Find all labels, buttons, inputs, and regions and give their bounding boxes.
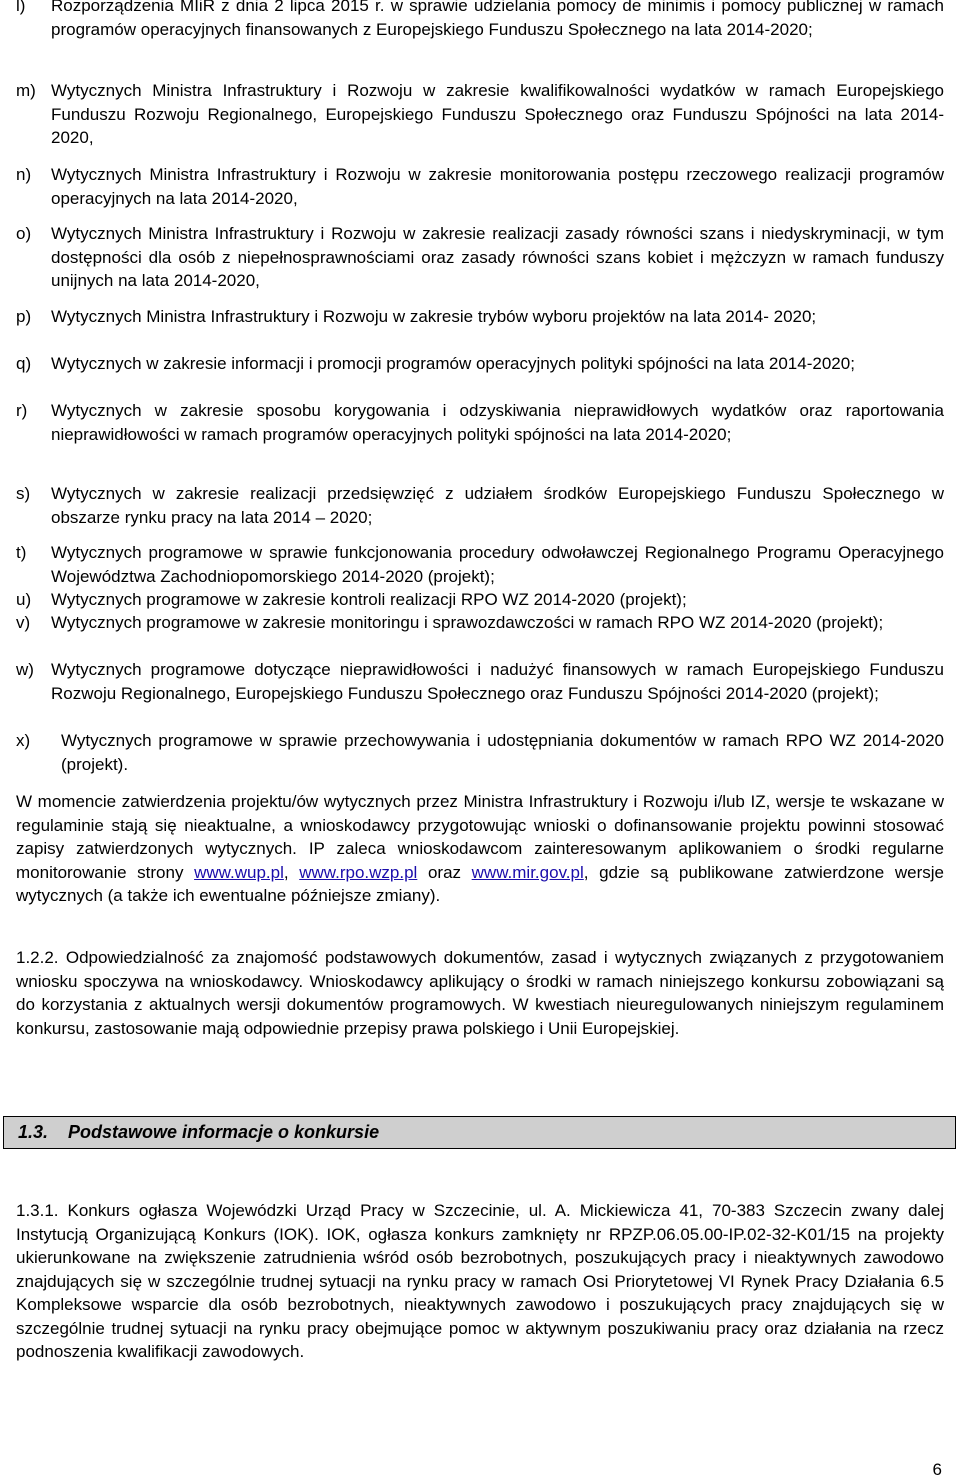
list-item <box>16 222 944 293</box>
list-label: x) <box>16 731 31 750</box>
link-mir[interactable]: www.mir.gov.pl <box>471 862 584 882</box>
section-title: Podstawowe informacje o konkursie <box>68 1121 380 1142</box>
list-text: Wytycznych programowe w zakresie kontroli realizacji RPO WZ 2014-2020 (projekt); <box>51 590 687 609</box>
list-text: Wytycznych w zakresie sposobu korygowania i odzyskiwania nieprawidłowych wydatków oraz raportowania nieprawidłowości w ramach programów operacyjnych polityki spójności na lata 2014-2020; <box>51 401 944 444</box>
list-label: n) <box>16 165 32 184</box>
list-text: Wytycznych programowe dotyczące nieprawidłowości i nadużyć finansowych w ramach Europejskiego Funduszu Rozwoju Regionalnego, Europejskiego Funduszu Społecznego oraz Funduszu Spójności 2014-2020 (projekt); <box>51 660 944 703</box>
list-label: w) <box>16 660 34 679</box>
list-item <box>16 0 944 41</box>
list-item <box>16 399 944 446</box>
link-wup[interactable]: www.wup.pl <box>194 862 284 882</box>
list-text: Wytycznych w zakresie realizacji przedsięwzięć z udziałem środków Europejskiego Funduszu Społecznego w obszarze rynku pracy na lata 2014 – 2020; <box>51 484 944 527</box>
link-rpo-wzp[interactable]: www.rpo.wzp.pl <box>299 862 418 882</box>
list-text: Wytycznych w zakresie informacji i promocji programów operacyjnych polityki spójności na lata 2014-2020; <box>51 354 855 373</box>
separator: oraz <box>427 862 462 882</box>
list-label: q) <box>16 354 32 373</box>
list-text: Wytycznych programowe w zakresie monitoringu i sprawozdawczości w ramach RPO WZ 2014-2020 (projekt); <box>51 613 884 632</box>
page-number: 6 <box>932 1460 942 1479</box>
list-item <box>16 163 944 210</box>
list-text: Rozporządzenia MIiR z dnia 2 lipca 2015 r. w sprawie udzielania pomocy de minimis i pomocy publicznej w ramach programów operacyjnych finansowanych z Europejskiego Funduszu Społecznego na lata 2014-2020; <box>51 0 944 39</box>
list-item <box>16 482 944 529</box>
list-item <box>16 658 944 705</box>
list-label: l) <box>16 0 26 15</box>
separator: , <box>283 862 289 882</box>
list-label: v) <box>16 613 31 632</box>
list-text: Wytycznych Ministra Infrastruktury i Rozwoju w zakresie realizacji zasady równości szans i niedyskryminacji, w tym dostępności dla osób z niepełnosprawnościami oraz zasady równości szans kobiet i mężczyzn w ramach funduszy unijnych na lata 2014-2020, <box>51 224 944 290</box>
list-text: Wytycznych programowe w sprawie funkcjonowania procedury odwoławczej Regionalnego Programu Operacyjnego Województwa Zachodniopomorskiego 2014-2020 (projekt); <box>51 543 944 586</box>
list-label: r) <box>16 401 28 420</box>
list-item <box>16 352 944 376</box>
list-item <box>16 729 944 776</box>
paragraph-text: , gdzie są publikowane zatwierdzone wersje wytycznych (a także ich ewentualne późniejsze zmiany). <box>16 862 944 905</box>
paragraph-1-2-2: 1.2.2. Odpowiedzialność za znajomość podstawowych dokumentów, zasad i wytycznych związanych z przygotowaniem wniosku spoczywa na wnioskodawcy. Wnioskodawcy aplikujący o środki w ramach niniejszego konkursu zobowiązani są do korzystania z aktualnych wersji dokumentów programowych. W kwestiach nieuregulowanych niniejszym regulaminem konkursu, zastosowanie mają odpowiednie przepisy prawa polskiego i Unii Europejskiej. <box>16 948 944 1038</box>
list-label: p) <box>16 307 32 326</box>
section-heading <box>3 1116 956 1149</box>
list-item <box>16 541 944 588</box>
list-label: m) <box>16 81 36 100</box>
list-label: s) <box>16 484 31 503</box>
list-text: Wytycznych Ministra Infrastruktury i Rozwoju w zakresie monitorowania postępu rzeczowego realizacji programów operacyjnych na lata 2014-2020, <box>51 165 944 208</box>
list-label: o) <box>16 224 32 243</box>
section-number: 1.3. <box>18 1121 49 1142</box>
list-label: u) <box>16 590 32 609</box>
list-label: t) <box>16 543 27 562</box>
list-text: Wytycznych Ministra Infrastruktury i Rozwoju w zakresie kwalifikowalności wydatków w ramach Europejskiego Funduszu Rozwoju Regionalnego, Europejskiego Funduszu Społecznego oraz Funduszu Spójności na lata 2014-2020, <box>51 81 944 147</box>
list-item <box>16 79 944 150</box>
list-text: Wytycznych Ministra Infrastruktury i Rozwoju w zakresie trybów wyboru projektów na lata 2014- 2020; <box>51 307 817 326</box>
paragraph-1-3-1: 1.3.1. Konkurs ogłasza Wojewódzki Urząd Pracy w Szczecinie, ul. A. Mickiewicza 41, 70-383 Szczecin zwany dalej Instytucją Organizującą Konkurs (IOK). IOK, ogłasza konkurs zamknięty nr RPZP.06.05.00-IP.02-32-K01/15 na projekty ukierunkowane na zwiększenie zatrudnienia wśród osób bezrobotnych, poszukujących pracy i nieaktywnych zawodowo znajdujących się w szczególnie trudnej sytuacji na rynku pracy w ramach Osi Priorytetowej VI Rynek Pracy Działania 6.5 Kompleksowe wsparcie dla osób bezrobotnych, nieaktywnych zawodowo i poszukujących pracy znajdujących się w szczególnie trudnej sytuacji na rynku pracy obejmujące pomoc w aktywnym poszukiwaniu pracy oraz działania na rzecz podnoszenia kwalifikacji zawodowych. <box>16 1201 944 1361</box>
paragraph-text: W momencie zatwierdzenia projektu/ów wytycznych przez Ministra Infrastruktury i Rozwoju i/lub IZ, wersje te wskazane w regulaminie stają się nieaktualne, a wnioskodawcy przygotowując wnioski o dofinansowanie projektu powinni stosować zapisy zatwierdzonych wytycznych. IP zaleca wnioskodawcom zainteresowanym aplikowaniem o środki regularne monitorowanie strony <box>16 792 944 882</box>
list-text: Wytycznych programowe w sprawie przechowywania i udostępniania dokumentów w ramach RPO WZ 2014-2020 (projekt). <box>61 731 944 774</box>
guidelines-update-paragraph <box>16 790 944 908</box>
list-item <box>16 305 944 329</box>
list-item <box>16 611 944 635</box>
list-item <box>16 588 944 612</box>
